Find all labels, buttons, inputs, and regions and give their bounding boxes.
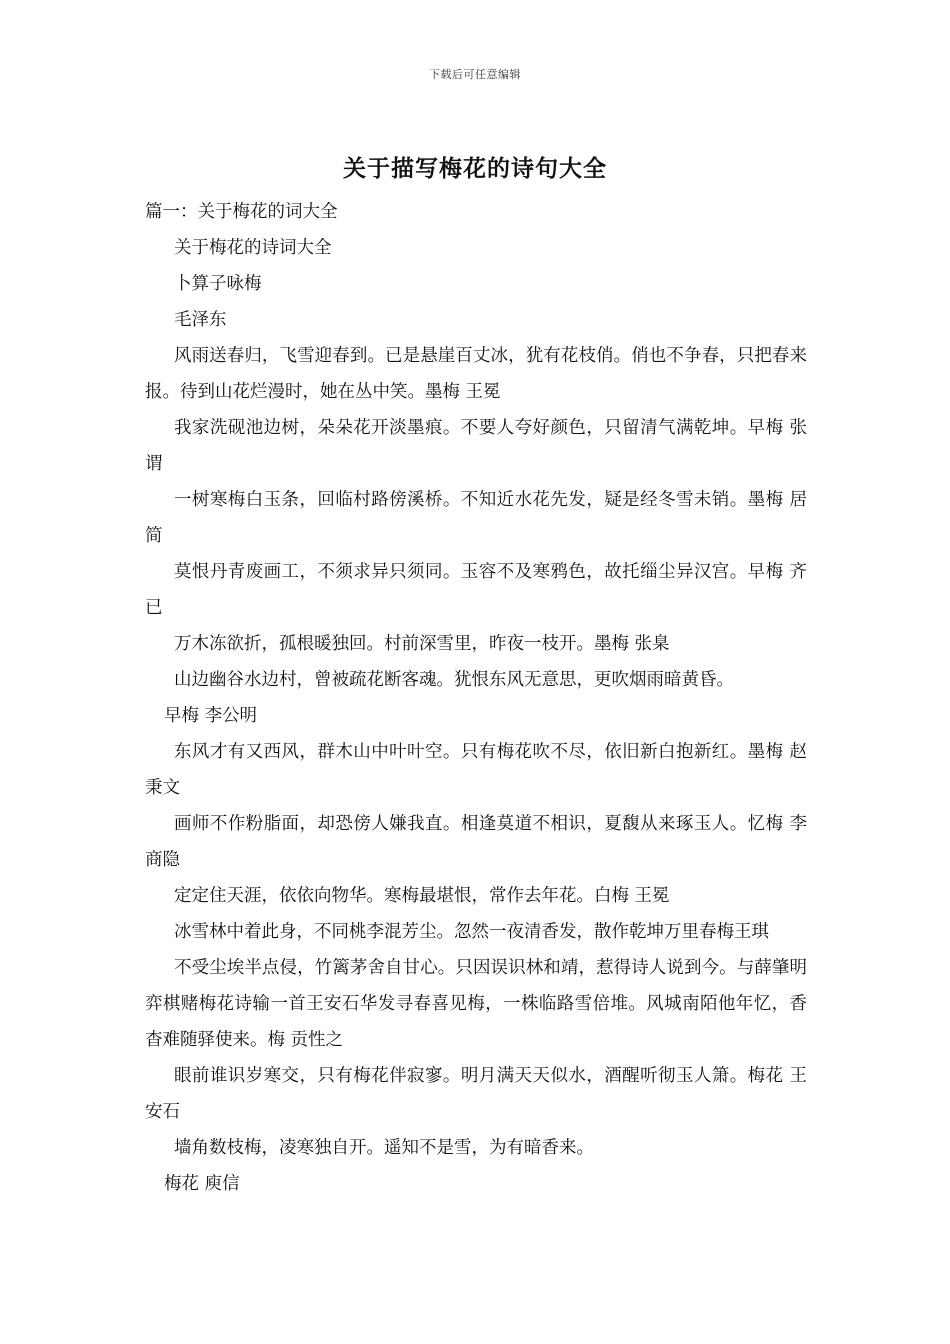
poem-paragraph: 东风才有又西风，群木山中叶叶空。只有梅花吹不尽，依旧新白抱新红。墨梅 赵秉文 <box>145 742 807 798</box>
document-title: 关于描写梅花的诗句大全 <box>343 155 607 182</box>
poem-paragraph: 墙角数枝梅，凌寒独自开。遥知不是雪，为有暗香来。 <box>174 1138 594 1158</box>
poem-paragraph: 画师不作粉脂面，却恐傍人嫌我直。相逢莫道不相识，夏馥从来琢玉人。忆梅 李商隐 <box>145 814 807 870</box>
poem-paragraph: 山边幽谷水边村，曾被疏花断客魂。犹恨东风无意思，更吹烟雨暗黄昏。 <box>174 670 734 690</box>
poem-author: 毛泽东 <box>174 310 227 330</box>
poem-paragraph: 不受尘埃半点侵，竹篱茅舍自甘心。只因误识林和靖，惹得诗人说到今。与薛肇明弈棋赌梅花诗输一首王安石华发寻春喜见梅，一株临路雪倍堆。风城南陌他年忆，香杳难随驿使来。梅 贡性之 <box>145 958 807 1050</box>
page-header: 下载后可任意编辑 <box>429 68 521 81</box>
poem-attribution: 早梅 李公明 <box>164 706 258 726</box>
document-body <box>145 194 807 1202</box>
poem-paragraph: 一树寒梅白玉条，回临村路傍溪桥。不知近水花先发，疑是经冬雪未销。墨梅 居简 <box>145 490 807 546</box>
section-heading: 篇一：关于梅花的词大全 <box>145 202 338 222</box>
subheading: 关于梅花的诗词大全 <box>174 238 332 258</box>
poem-paragraph: 我家洗砚池边树，朵朵花开淡墨痕。不要人夸好颜色，只留清气满乾坤。早梅 张谓 <box>145 418 807 474</box>
poem-title: 卜算子咏梅 <box>174 274 262 294</box>
poem-paragraph: 定定住天涯，依依向物华。寒梅最堪恨，常作去年花。白梅 王冕 <box>174 886 670 906</box>
poem-paragraph: 莫恨丹青废画工，不须求异只须同。玉容不及寒鸦色，故托缁尘异汉宫。早梅 齐已 <box>145 562 807 618</box>
poem-paragraph: 冰雪林中着此身，不同桃李混芳尘。忽然一夜清香发，散作乾坤万里春梅王琪 <box>174 922 769 942</box>
poem-paragraph: 万木冻欲折，孤根暖独回。村前深雪里，昨夜一枝开。墨梅 张臬 <box>174 634 670 654</box>
poem-paragraph: 眼前谁识岁寒交，只有梅花伴寂寥。明月满天天似水，酒醒听彻玉人箫。梅花 王安石 <box>145 1066 807 1122</box>
poem-paragraph: 风雨送春归，飞雪迎春到。已是悬崖百丈冰，犹有花枝俏。俏也不争春，只把春来报。待到山花烂漫时，她在丛中笑。墨梅 王冕 <box>145 346 807 402</box>
poem-attribution: 梅花 庾信 <box>164 1174 240 1194</box>
